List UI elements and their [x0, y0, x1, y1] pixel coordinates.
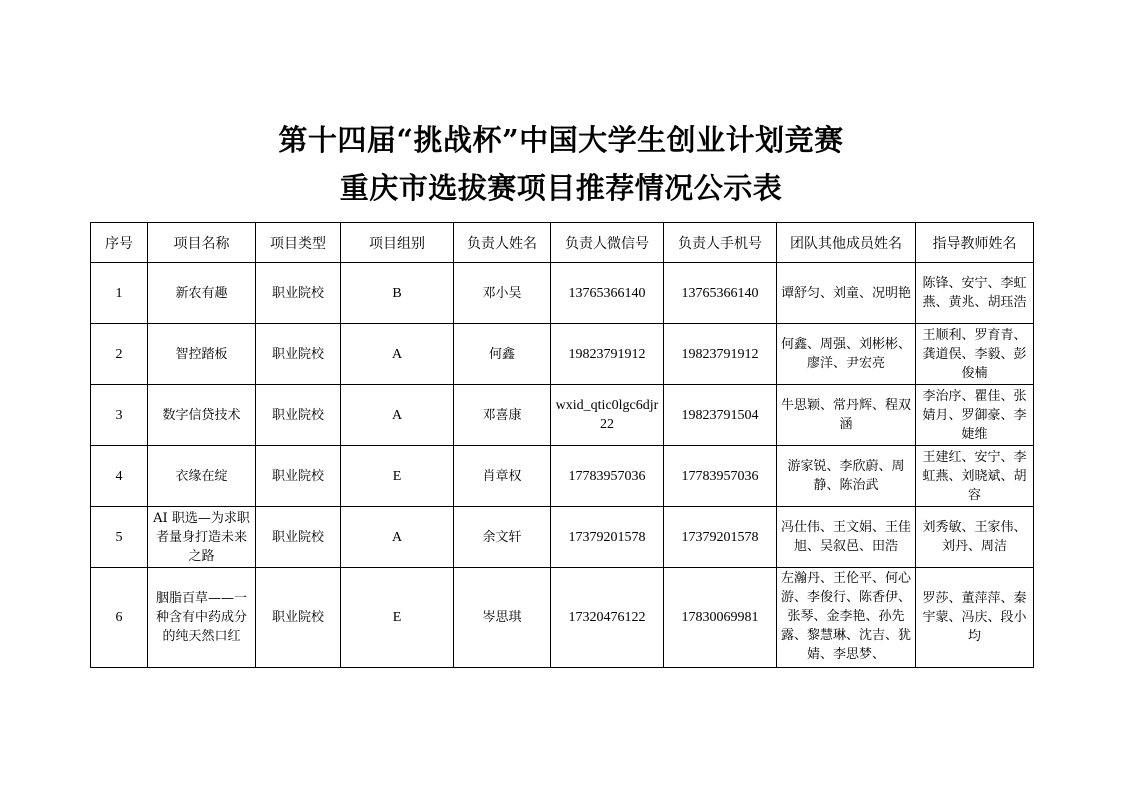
cell-project-name: 新农有趣 [148, 263, 256, 324]
cell-advisors: 王顺利、罗育青、龚道俣、李毅、彭俊楠 [916, 324, 1034, 385]
cell-leader-wechat: wxid_qtic0lgc6djr22 [551, 385, 664, 446]
title-line-1: 第十四届“挑战杯”中国大学生创业计划竞赛 [278, 123, 844, 157]
cell-project-type: 职业院校 [256, 507, 341, 568]
cell-leader-wechat: 17379201578 [551, 507, 664, 568]
cell-advisors: 王建红、安宁、李虹燕、刘晓斌、胡容 [916, 446, 1034, 507]
team-members-text: 左瀚丹、王伦平、何心游、李俊行、陈香伊、张琴、金李艳、孙先露、黎慧琳、沈吉、犹婧、李思梦、 [780, 571, 911, 662]
cell-project-group: A [341, 385, 454, 446]
table-row [91, 263, 1034, 324]
cell-leader-wechat: 17320476122 [551, 568, 664, 668]
cell-project-name: AI 职选—为求职者量身打造未来之路 [148, 507, 256, 568]
cell-leader-name: 邓喜康 [454, 385, 551, 446]
col-header-leader-wechat: 负责人微信号 [551, 223, 664, 263]
cell-leader-phone: 13765366140 [664, 263, 777, 324]
cell-project-name: 胭脂百草——一种含有中药成分的纯天然口红 [148, 568, 256, 668]
cell-team-members [777, 568, 916, 668]
cell-advisors: 陈锋、安宁、李虹燕、黄兆、胡珏浩 [916, 263, 1034, 324]
recommendation-table [90, 222, 1034, 668]
col-header-advisors: 指导教师姓名 [916, 223, 1034, 263]
col-header-project-name: 项目名称 [148, 223, 256, 263]
cell-leader-name: 岑思琪 [454, 568, 551, 668]
col-header-leader-name: 负责人姓名 [454, 223, 551, 263]
cell-index: 6 [91, 568, 148, 668]
cell-leader-phone: 19823791504 [664, 385, 777, 446]
cell-advisors: 罗莎、董萍萍、秦宇蒙、冯庆、段小均 [916, 568, 1034, 668]
col-header-leader-phone: 负责人手机号 [664, 223, 777, 263]
cell-project-group: E [341, 568, 454, 668]
table-row [91, 324, 1034, 385]
cell-project-name: 衣缘在绽 [148, 446, 256, 507]
table-row [91, 568, 1034, 668]
cell-leader-phone: 17379201578 [664, 507, 777, 568]
table-header-row [91, 223, 1034, 263]
cell-leader-name: 余文轩 [454, 507, 551, 568]
cell-project-name: 数字信贷技术 [148, 385, 256, 446]
cell-project-group: A [341, 507, 454, 568]
cell-index: 3 [91, 385, 148, 446]
cell-team-members: 牛思颖、常丹辉、程双涵 [777, 385, 916, 446]
table-row [91, 507, 1034, 568]
cell-advisors: 李治序、瞿佳、张婧月、罗御豪、李婕维 [916, 385, 1034, 446]
cell-leader-wechat: 13765366140 [551, 263, 664, 324]
cell-leader-phone: 19823791912 [664, 324, 777, 385]
cell-leader-wechat: 19823791912 [551, 324, 664, 385]
cell-leader-phone: 17830069981 [664, 568, 777, 668]
cell-project-type: 职业院校 [256, 568, 341, 668]
cell-index: 4 [91, 446, 148, 507]
cell-leader-name: 肖章权 [454, 446, 551, 507]
cell-project-name: 智控踏板 [148, 324, 256, 385]
cell-index: 5 [91, 507, 148, 568]
col-header-index: 序号 [91, 223, 148, 263]
col-header-project-type: 项目类型 [256, 223, 341, 263]
col-header-project-group: 项目组别 [341, 223, 454, 263]
cell-index: 1 [91, 263, 148, 324]
cell-leader-wechat: 17783957036 [551, 446, 664, 507]
cell-team-members: 游家锐、李欣蔚、周静、陈治武 [777, 446, 916, 507]
cell-project-type: 职业院校 [256, 324, 341, 385]
table-row [91, 385, 1034, 446]
cell-leader-name: 邓小吴 [454, 263, 551, 324]
cell-index: 2 [91, 324, 148, 385]
cell-project-group: B [341, 263, 454, 324]
cell-team-members: 冯仕伟、王文娟、王佳旭、吴叙邑、田浩 [777, 507, 916, 568]
cell-advisors: 刘秀敏、王家伟、刘丹、周洁 [916, 507, 1034, 568]
table-row [91, 446, 1034, 507]
cell-team-members: 何鑫、周强、刘彬彬、廖洋、尹宏亮 [777, 324, 916, 385]
cell-project-type: 职业院校 [256, 263, 341, 324]
cell-leader-phone: 17783957036 [664, 446, 777, 507]
title-line-2: 重庆市选拔赛项目推荐情况公示表 [339, 171, 783, 205]
col-header-team-members: 团队其他成员姓名 [777, 223, 916, 263]
cell-team-members: 谭舒匀、刘童、况明艳 [777, 263, 916, 324]
cell-project-type: 职业院校 [256, 446, 341, 507]
cell-project-group: A [341, 324, 454, 385]
cell-project-group: E [341, 446, 454, 507]
cell-leader-name: 何鑫 [454, 324, 551, 385]
cell-project-type: 职业院校 [256, 385, 341, 446]
